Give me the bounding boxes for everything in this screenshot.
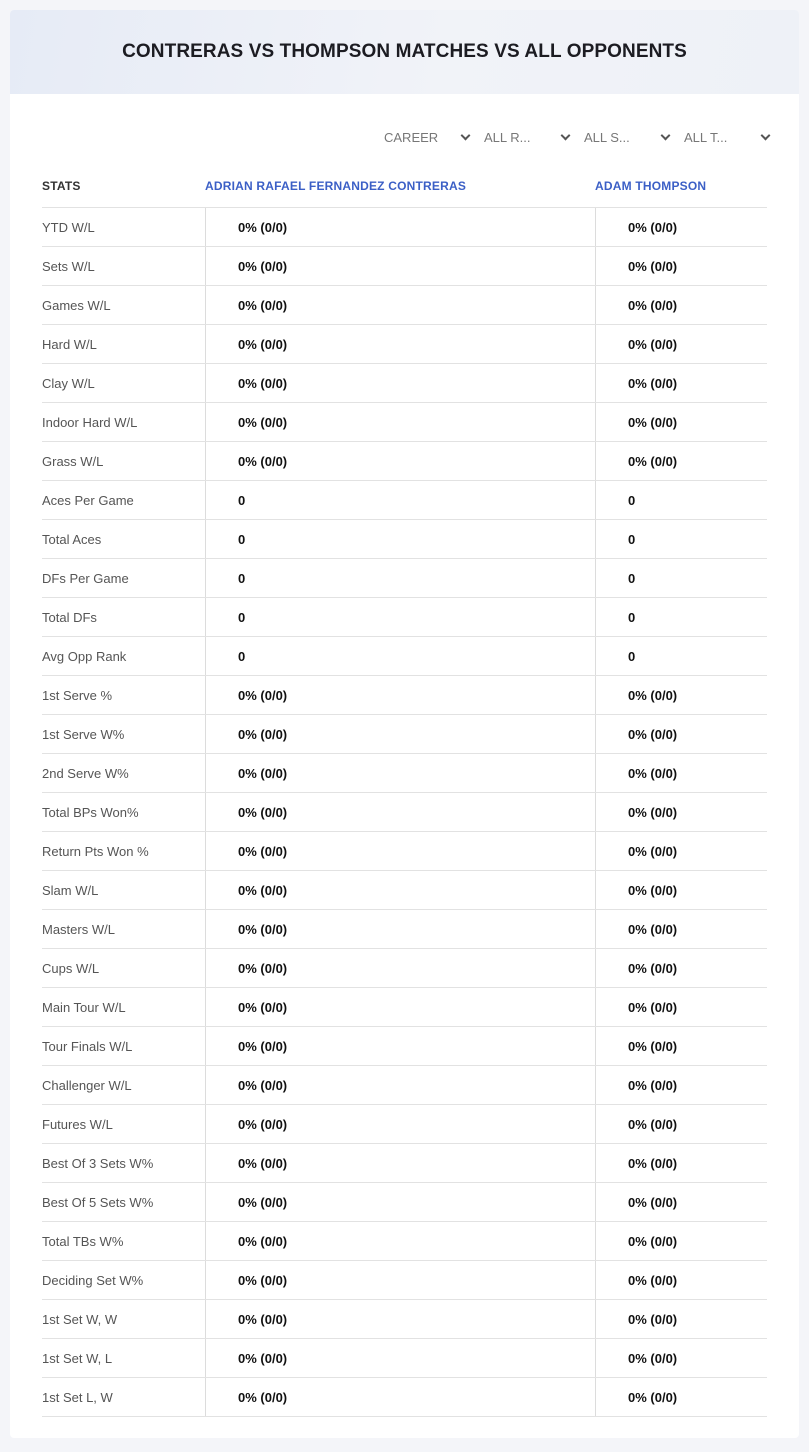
stat-label: Tour Finals W/L <box>42 1038 133 1054</box>
stat-label: Total DFs <box>42 609 97 625</box>
player2-stat-value: 0 <box>595 481 767 519</box>
stat-label: DFs Per Game <box>42 570 129 586</box>
filter-round-label: ALL R... <box>484 129 531 145</box>
player1-stat-value: 0% (0/0) <box>205 1339 595 1377</box>
player1-stat-value: 0% (0/0) <box>205 208 595 246</box>
stat-label: Grass W/L <box>42 453 104 469</box>
player2-stat-value: 0% (0/0) <box>595 1222 767 1260</box>
player2-stat-value: 0 <box>595 637 767 675</box>
stat-label: Masters W/L <box>42 921 115 937</box>
table-row <box>42 715 767 754</box>
table-row <box>42 481 767 520</box>
stat-label: Cups W/L <box>42 960 100 976</box>
player1-stat-value: 0 <box>205 598 595 636</box>
stat-label: Hard W/L <box>42 336 97 352</box>
filter-bar <box>384 126 784 148</box>
stat-label: Best Of 3 Sets W% <box>42 1155 154 1171</box>
player2-stat-value: 0% (0/0) <box>595 325 767 363</box>
table-row <box>42 871 767 910</box>
table-row <box>42 1261 767 1300</box>
chevron-down-icon <box>461 130 471 140</box>
player1-stat-value: 0 <box>205 481 595 519</box>
filter-round-select[interactable] <box>484 126 584 148</box>
card-header <box>10 10 799 94</box>
filter-period-select[interactable] <box>384 126 484 148</box>
header-stats: STATS <box>42 179 81 193</box>
player1-stat-value: 0% (0/0) <box>205 871 595 909</box>
filter-period-label: CAREER <box>384 129 439 145</box>
stat-label: Avg Opp Rank <box>42 648 127 664</box>
header-player1-link[interactable]: ADRIAN RAFAEL FERNANDEZ CONTRERAS <box>205 179 467 193</box>
stat-label: Main Tour W/L <box>42 999 126 1015</box>
chevron-down-icon <box>661 130 671 140</box>
table-row <box>42 208 767 247</box>
player2-stat-value: 0% (0/0) <box>595 1339 767 1377</box>
table-row <box>42 754 767 793</box>
table-row <box>42 1222 767 1261</box>
player1-stat-value: 0% (0/0) <box>205 793 595 831</box>
table-row <box>42 1105 767 1144</box>
table-row <box>42 286 767 325</box>
table-row <box>42 1027 767 1066</box>
table-header <box>42 165 767 208</box>
table-row <box>42 1144 767 1183</box>
player2-stat-value: 0% (0/0) <box>595 949 767 987</box>
player1-stat-value: 0% (0/0) <box>205 1261 595 1299</box>
stat-label: Total Aces <box>42 531 102 547</box>
chevron-down-icon <box>761 130 771 140</box>
player2-stat-value: 0% (0/0) <box>595 871 767 909</box>
stat-label: 1st Set L, W <box>42 1389 113 1405</box>
table-row <box>42 403 767 442</box>
player2-stat-value: 0% (0/0) <box>595 910 767 948</box>
stats-card <box>10 10 799 1438</box>
stat-label: 1st Set W, W <box>42 1311 118 1327</box>
table-row <box>42 1378 767 1417</box>
table-row <box>42 832 767 871</box>
player1-stat-value: 0% (0/0) <box>205 286 595 324</box>
player1-stat-value: 0% (0/0) <box>205 832 595 870</box>
player1-stat-value: 0% (0/0) <box>205 442 595 480</box>
player1-stat-value: 0% (0/0) <box>205 1378 595 1416</box>
table-row <box>42 1183 767 1222</box>
player1-stat-value: 0% (0/0) <box>205 949 595 987</box>
player2-stat-value: 0% (0/0) <box>595 1378 767 1416</box>
player2-stat-value: 0 <box>595 598 767 636</box>
player2-stat-value: 0% (0/0) <box>595 247 767 285</box>
player2-stat-value: 0% (0/0) <box>595 715 767 753</box>
player2-stat-value: 0% (0/0) <box>595 988 767 1026</box>
player1-stat-value: 0% (0/0) <box>205 1144 595 1182</box>
player1-stat-value: 0% (0/0) <box>205 247 595 285</box>
filter-tournament-select[interactable] <box>684 126 784 148</box>
player2-stat-value: 0% (0/0) <box>595 403 767 441</box>
table-row <box>42 559 767 598</box>
player1-stat-value: 0% (0/0) <box>205 364 595 402</box>
stat-label: Sets W/L <box>42 258 95 274</box>
player1-stat-value: 0% (0/0) <box>205 1027 595 1065</box>
table-row <box>42 676 767 715</box>
header-player2-link[interactable]: ADAM THOMPSON <box>595 179 707 193</box>
player1-stat-value: 0 <box>205 637 595 675</box>
player2-stat-value: 0% (0/0) <box>595 754 767 792</box>
table-row <box>42 247 767 286</box>
player2-stat-value: 0 <box>595 520 767 558</box>
filter-surface-select[interactable] <box>584 126 684 148</box>
table-row <box>42 793 767 832</box>
player2-stat-value: 0% (0/0) <box>595 1027 767 1065</box>
table-row <box>42 988 767 1027</box>
player2-stat-value: 0 <box>595 559 767 597</box>
player1-stat-value: 0% (0/0) <box>205 988 595 1026</box>
stat-label: 1st Serve W% <box>42 726 125 742</box>
stat-label: Aces Per Game <box>42 492 134 508</box>
player2-stat-value: 0% (0/0) <box>595 1183 767 1221</box>
table-row <box>42 910 767 949</box>
player2-stat-value: 0% (0/0) <box>595 793 767 831</box>
player1-stat-value: 0% (0/0) <box>205 910 595 948</box>
stat-label: Total TBs W% <box>42 1233 124 1249</box>
stats-table <box>42 165 767 1417</box>
player2-stat-value: 0% (0/0) <box>595 1105 767 1143</box>
player2-stat-value: 0% (0/0) <box>595 1066 767 1104</box>
stat-label: Futures W/L <box>42 1116 113 1132</box>
player1-stat-value: 0% (0/0) <box>205 403 595 441</box>
player2-stat-value: 0% (0/0) <box>595 364 767 402</box>
table-row <box>42 1066 767 1105</box>
player1-stat-value: 0% (0/0) <box>205 1183 595 1221</box>
player2-stat-value: 0% (0/0) <box>595 676 767 714</box>
player2-stat-value: 0% (0/0) <box>595 208 767 246</box>
table-row <box>42 1339 767 1378</box>
player1-stat-value: 0% (0/0) <box>205 1300 595 1338</box>
stat-label: 1st Serve % <box>42 687 113 703</box>
stat-label: Clay W/L <box>42 375 95 391</box>
player2-stat-value: 0% (0/0) <box>595 286 767 324</box>
table-row <box>42 637 767 676</box>
table-row <box>42 1300 767 1339</box>
player2-stat-value: 0% (0/0) <box>595 1144 767 1182</box>
player2-stat-value: 0% (0/0) <box>595 442 767 480</box>
player2-stat-value: 0% (0/0) <box>595 1261 767 1299</box>
player1-stat-value: 0% (0/0) <box>205 1105 595 1143</box>
filter-surface-label: ALL S... <box>584 129 630 145</box>
table-row <box>42 949 767 988</box>
stat-label: Return Pts Won % <box>42 843 149 859</box>
stat-label: Games W/L <box>42 297 111 313</box>
table-row <box>42 325 767 364</box>
filter-tournament-label: ALL T... <box>684 129 728 145</box>
stat-label: YTD W/L <box>42 219 95 235</box>
player1-stat-value: 0 <box>205 520 595 558</box>
stat-label: Challenger W/L <box>42 1077 132 1093</box>
player2-stat-value: 0% (0/0) <box>595 832 767 870</box>
stat-label: Total BPs Won% <box>42 804 139 820</box>
table-row <box>42 520 767 559</box>
table-row <box>42 598 767 637</box>
player1-stat-value: 0% (0/0) <box>205 754 595 792</box>
stat-label: Best Of 5 Sets W% <box>42 1194 154 1210</box>
page-title: CONTRERAS VS THOMPSON MATCHES VS ALL OPPONENTS <box>122 41 687 62</box>
player1-stat-value: 0% (0/0) <box>205 1066 595 1104</box>
stat-label: 2nd Serve W% <box>42 765 129 781</box>
table-row <box>42 442 767 481</box>
stat-label: 1st Set W, L <box>42 1350 113 1366</box>
stat-label: Deciding Set W% <box>42 1272 144 1288</box>
chevron-down-icon <box>561 130 571 140</box>
player1-stat-value: 0% (0/0) <box>205 715 595 753</box>
player1-stat-value: 0% (0/0) <box>205 1222 595 1260</box>
player1-stat-value: 0 <box>205 559 595 597</box>
stat-label: Slam W/L <box>42 882 99 898</box>
player1-stat-value: 0% (0/0) <box>205 676 595 714</box>
table-row <box>42 364 767 403</box>
table-body <box>42 208 767 1417</box>
player1-stat-value: 0% (0/0) <box>205 325 595 363</box>
player2-stat-value: 0% (0/0) <box>595 1300 767 1338</box>
stat-label: Indoor Hard W/L <box>42 414 138 430</box>
